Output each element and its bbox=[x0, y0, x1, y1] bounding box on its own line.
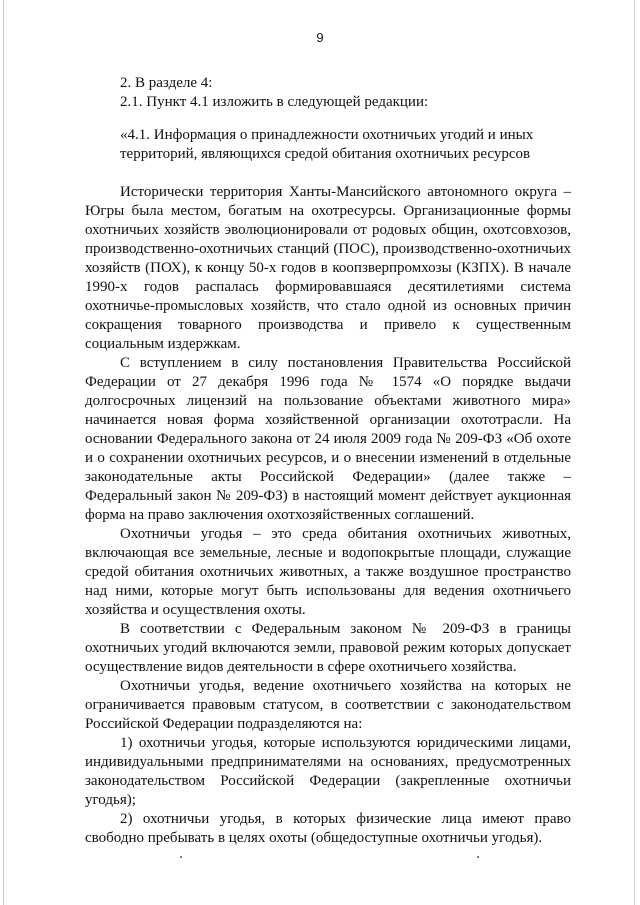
clause-amendment-line: 2.1. Пункт 4.1 изложить в следующей редакции: bbox=[120, 94, 429, 110]
clause-text bbox=[85, 183, 571, 848]
paragraph-boundaries: В соответствии с Федеральным законом № 209-ФЗ в границы охотничьих угодий включаются земли, правовой режим которых допускает осуществление видов деятельности в сфере охотничьего хозяйства. bbox=[85, 621, 571, 675]
scan-edge-left bbox=[3, 0, 4, 905]
scan-speck bbox=[180, 856, 182, 858]
scan-edge-right bbox=[634, 0, 635, 905]
paragraph-definition: Охотничьи угодья – это среда обитания охотничьих животных, включающая все земельные, лесные и водопокрытые площади, служащие средой обитания охотничьих животных, а также воздушное пространство над ними, которые могут быть использованы для ведения охотничьего хозяйства и осуществления охоты. bbox=[85, 526, 571, 618]
document-body bbox=[85, 74, 571, 848]
page-number: 9 bbox=[316, 30, 324, 45]
clause-heading: «4.1. Информация о принадлежности охотничьих угодий и иных территорий, являющихся средой обитания охотничьих ресурсов bbox=[120, 127, 534, 162]
paragraph-history: Исторически территория Ханты-Мансийского автономного округа – Югры была местом, богатым на охотресурсы. Организационные формы охотничьих хозяйств эволюционировали от родовых общин, охотсовхозов, производственно-охотничьих станций (ПОС), производственно-охотничьих хозяйств (ПОХ), к концу 50-х годов в коопзверпромхозы (КЗПХ). В начале 1990-х годов распалась формировавшаяся десятилетиями система охотничье-промысловых хозяйств, что стало одной из основных причин сокращения товарного производства и привело к существенным социальным издержкам. bbox=[85, 184, 571, 352]
list-item-public-grounds: 2) охотничьи угодья, в которых физические лица имеют право свободно пребывать в целях охоты (общедоступные охотничьи угодья). bbox=[85, 811, 571, 846]
scan-speck bbox=[477, 856, 479, 858]
paragraph-legislation: С вступлением в силу постановления Правительства Российской Федерации от 27 декабря 1996 года № 1574 «О порядке выдачи долгосрочных лицензий на пользование объектами животного мира» начинается новая форма хозяйственной организации охототрасли. На основании Федерального закона от 24 июля 2009 года № 209-ФЗ «Об охоте и о сохранении охотничьих ресурсов, и о внесении изменений в отдельные законодательные акты Российской Федерации» (далее также – Федеральный закон № 209-ФЗ) в настоящий момент действует аукционная форма на право заключения охотхозяйственных соглашений. bbox=[85, 355, 571, 523]
section-amendment-line: 2. В разделе 4: bbox=[120, 75, 213, 91]
paragraph-classification: Охотничьи угодья, ведение охотничьего хозяйства на которых не ограничивается правовым статусом, в соответствии с законодательством Российской Федерации подразделяются на: bbox=[85, 678, 571, 732]
list-item-assigned-grounds: 1) охотничьи угодья, которые используются юридическими лицами, индивидуальными предпринимателями на основаниях, предусмотренных законодательством Российской Федерации (закрепленные охотничьи угодья); bbox=[85, 735, 571, 808]
